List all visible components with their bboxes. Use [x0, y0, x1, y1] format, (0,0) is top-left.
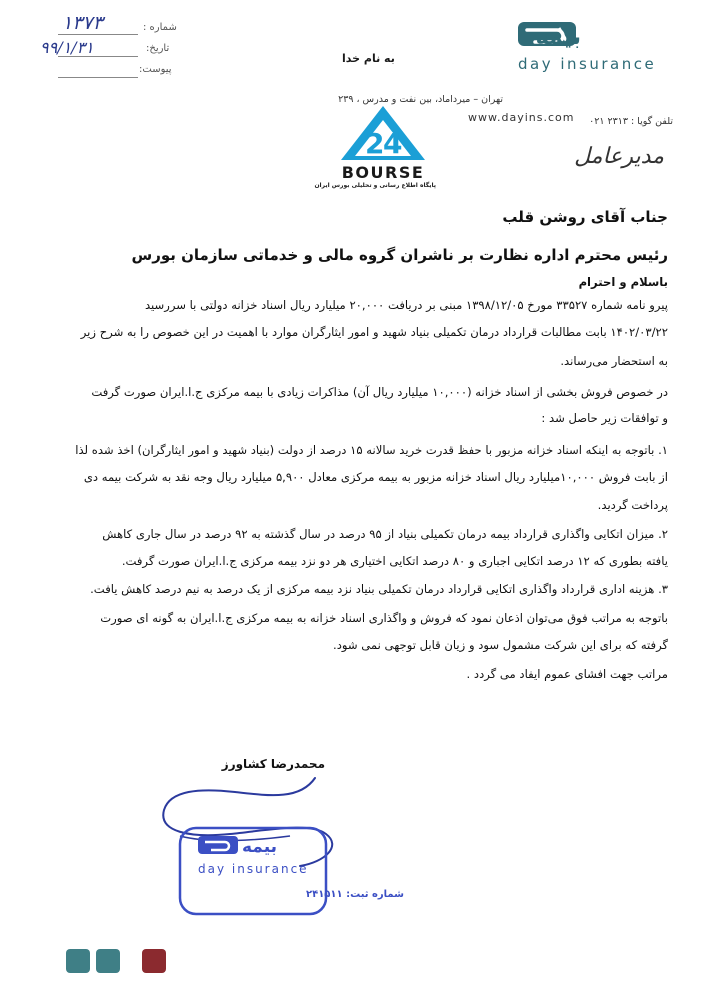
company-website: www.dayins.com: [468, 111, 575, 124]
item1-line1: ۱. باتوجه به اینکه اسناد خزانه مزبور با حفظ قدرت خرید سالانه ۱۵ درصد از دولت (بنیاد شهید و امور ایثارگران) اخذ شده لذا: [75, 443, 668, 457]
company-address: تهران – میرداماد، بین نفت و مدرس ، ۲۳۹: [338, 94, 503, 105]
para1-line3: به استحضار می‌رساند.: [560, 354, 668, 368]
item1-line3: پرداخت گردید.: [597, 498, 668, 512]
svg-text:بیمه: بیمه: [535, 25, 581, 50]
bourse-subtitle: پایگاه اطلاع رسانی و تحلیلی بورس ایران: [314, 182, 436, 189]
footer-square-3: [142, 949, 166, 973]
para2-line1: در خصوص فروش بخشی از اسناد خزانه (۱۰,۰۰۰ میلیارد ریال آن) مذاکرات زیادی با بیمه مرکزی ج.ا.ایران صورت گرفت: [91, 385, 668, 399]
basmala: به نام خدا: [342, 52, 395, 65]
managing-director-signature: مدیرعامل: [574, 144, 664, 169]
stamp-registration: شماره ثبت: ۲۴۱۵۱۱: [306, 889, 404, 900]
svg-text:day insurance: day insurance: [518, 55, 657, 73]
bourse-logo: [314, 104, 440, 204]
item1-line2: از بابت فروش ۱۰,۰۰۰میلیارد ریال اسناد خزانه مزبور به بیمه مرکزی معادل ۵,۹۰۰ میلیارد ریال وجه نقد به شرکت بیمه دی: [83, 470, 668, 484]
para2-line2: و توافقات زیر حاصل شد :: [541, 411, 668, 425]
recipient-name: جناب آقای روشن قلب: [502, 208, 668, 226]
stamp-mark: [178, 826, 404, 916]
attachment-line: [58, 77, 138, 78]
item3-line3: گرفته که برای این شرکت مشمول سود و زیان قابل توجهی نمی شود.: [333, 638, 668, 652]
signatory-name: محمدرضا کشاورز: [221, 757, 325, 771]
date-label: تاریخ:: [146, 43, 170, 54]
item2-line1: ۲. میزان اتکایی واگذاری قرارداد بیمه درمان تکمیلی بنیاد از ۹۵ درصد در سال گذشته به ۹۲ درصد در سال جاری کاهش: [102, 527, 668, 541]
number-label: شماره :: [143, 22, 177, 33]
footer-square-2: [96, 949, 120, 973]
bourse-logo-mark: [314, 104, 440, 204]
svg-text:بیمه: بیمه: [242, 837, 278, 857]
recipient-title: رئیس محترم اداره نظارت بر ناشران گروه مالی و خدماتی سازمان بورس: [131, 246, 668, 264]
para1-line2: ۱۴۰۲/۰۳/۲۲ بابت مطالبات قرارداد درمان تکمیلی بنیاد شهید و امور ایثارگران موارد با اهمیت در این خصوص را به شرح زیر: [80, 325, 668, 339]
number-line: [58, 34, 138, 35]
day-logo-mark: [515, 18, 665, 74]
para1-line1: پیرو نامه شماره ۳۳۵۲۷ مورخ ۱۳۹۸/۱۲/۰۵ مبنی بر دریافت ۲۰,۰۰۰ میلیارد ریال اسناد خزانه دولتی با سررسید: [144, 298, 668, 312]
closing-line: مراتب جهت افشای عموم ایفاد می گردد .: [466, 667, 668, 681]
bourse-name: BOURSE: [341, 163, 425, 182]
item3-line2: باتوجه به مراتب فوق می‌توان اذعان نمود که فروش و واگذاری اسناد خزانه به بیمه مرکزی ج.ا.ایران به گونه ای صورت: [100, 611, 668, 625]
stamp-english: day insurance: [198, 862, 309, 876]
footer-square-1: [66, 949, 90, 973]
handwritten-number: ۱۳۷۳: [62, 12, 103, 34]
attachment-label: پیوست:: [139, 64, 172, 75]
company-stamp: [178, 826, 404, 916]
greeting: باسلام و احترام: [578, 275, 668, 289]
day-insurance-logo: [515, 18, 665, 74]
handwritten-date: ۹۹/۱/۳۱: [40, 38, 94, 57]
item2-line2: یافته بطوری که ۱۲ درصد اتکایی اجباری و ۸۰ درصد اتکایی اختیاری هر دو نزد بیمه مرکزی ج.ا.ایران صورت گرفت.: [121, 554, 668, 568]
svg-text:4: 4: [383, 127, 403, 160]
company-phone: تلفن گویا : ۲۳۱۳ ۰۲۱: [589, 116, 673, 127]
item3-line1: ۳. هزینه اداری قرارداد واگذاری اتکایی قرارداد درمان تکمیلی بنیاد نزد بیمه مرکزی از یک درصد به نیم درصد کاهش یافت.: [90, 582, 668, 596]
svg-text:2: 2: [365, 127, 385, 160]
